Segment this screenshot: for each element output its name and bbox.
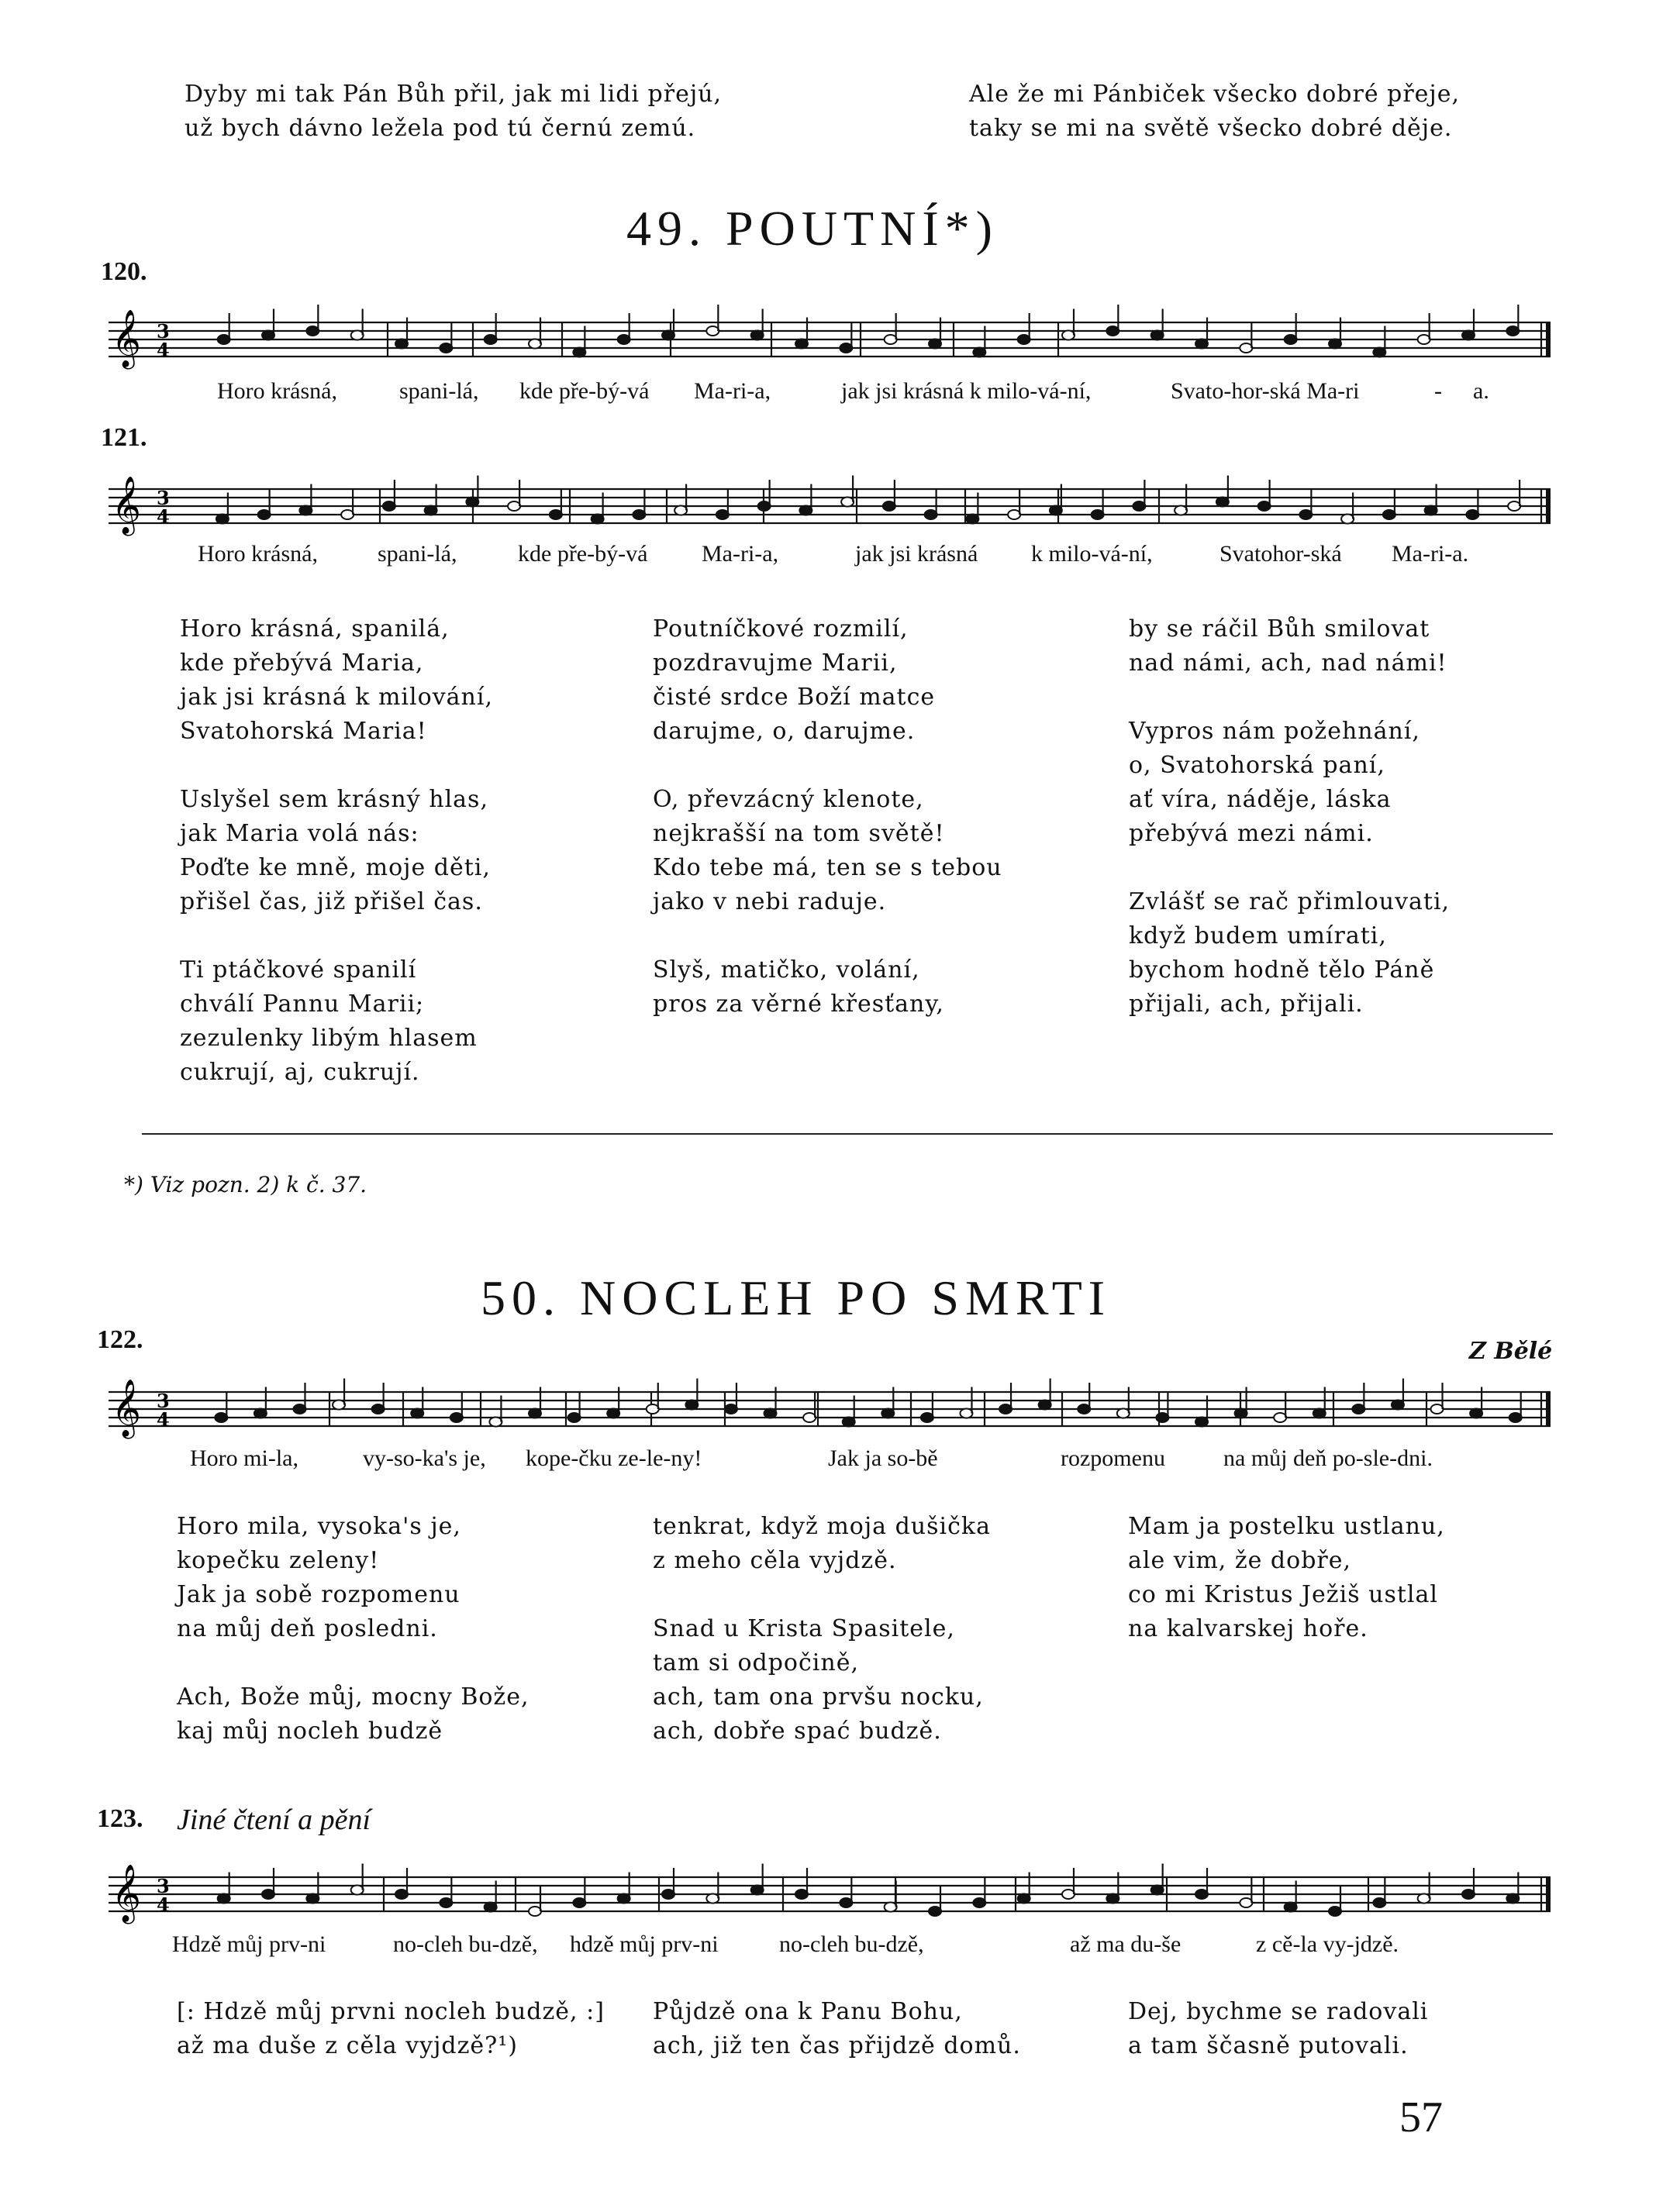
- note-head: [1352, 1404, 1364, 1414]
- note-head: [841, 498, 854, 507]
- note-head: [1062, 1890, 1075, 1899]
- note-head: [1462, 1890, 1475, 1899]
- top-verse-left: Dyby mi tak Pán Bůh přil, jak mi lidi přejú, už bych dávno ležela pod tú černú zemú.: [185, 81, 722, 142]
- lyric-syllable: kde pře-bý-vá: [518, 541, 648, 567]
- lyric-syllable: spani-lá,: [378, 541, 457, 567]
- lyric-syllable: k milo-vá-ní,: [1031, 541, 1153, 567]
- note-head: [529, 339, 541, 349]
- note-head: [885, 335, 897, 344]
- lyric-syllable: Ma-ri-a,: [694, 378, 771, 404]
- melody-120-number: 120.: [101, 257, 147, 286]
- note-head: [1156, 1413, 1168, 1422]
- time-signature-bottom: 4: [157, 1408, 170, 1431]
- note-head: [218, 335, 230, 344]
- note-head: [411, 1409, 423, 1418]
- treble-clef-icon: 𝄞: [112, 477, 141, 534]
- note-head: [395, 1890, 408, 1899]
- note-head: [466, 498, 478, 507]
- final-verses-col1: [: Hdzě můj prvni nocleh budzě, :] až ma duše z cěla vyjdzě?¹): [177, 1998, 605, 2059]
- note-head: [508, 501, 520, 511]
- note-head: [973, 1898, 985, 1907]
- note-head: [751, 1886, 764, 1895]
- top-verse-right: Ale že mi Pánbiček všecko dobré přeje, taky se mi na světě všecko dobré děje.: [969, 81, 1461, 142]
- note-head: [1062, 331, 1075, 340]
- note-head: [425, 506, 437, 515]
- note-head: [706, 326, 719, 336]
- note-head: [1470, 1409, 1482, 1418]
- note-head: [803, 1413, 816, 1422]
- note-head: [1151, 331, 1164, 340]
- lyric-syllable: Horo mi-la,: [190, 1445, 298, 1471]
- note-head: [489, 1418, 502, 1427]
- song-49-verses-col3: by se ráčil Bůh smilovat nad námi, ach, nad námi! Vypros nám požehnání, o, Svatohorská paní, ať víra, náděje, láska přebývá mezi námi. Zvlášť se rač přimlouvati, když budem umírati, bychom hodně tělo Páně přijali, ach, přijali.: [1129, 615, 1451, 1018]
- final-bar-line: [1546, 1877, 1551, 1911]
- note-head: [440, 1898, 452, 1907]
- note-head: [299, 506, 312, 515]
- lyric-syllable: a.: [1473, 378, 1489, 404]
- lyric-syllable: Ma-ri-a,: [702, 541, 779, 567]
- note-head: [843, 1418, 855, 1427]
- note-head: [1329, 1907, 1341, 1916]
- lyric-syllable: -: [1434, 378, 1442, 404]
- lyric-syllable: Ma-ri-a.: [1392, 541, 1469, 567]
- note-head: [573, 1898, 585, 1907]
- note-head: [881, 1409, 894, 1418]
- note-head: [372, 1404, 385, 1414]
- lyric-syllable: hdzě můj prv-ni: [570, 1931, 719, 1957]
- note-head: [1383, 510, 1395, 519]
- note-head: [1018, 335, 1030, 344]
- melody-123-number: 123.: [97, 1804, 143, 1833]
- note-head: [529, 1409, 541, 1418]
- lyric-syllable: kde pře-bý-vá: [519, 378, 650, 404]
- note-head: [529, 1907, 541, 1916]
- note-head: [840, 1898, 852, 1907]
- note-head: [633, 510, 645, 519]
- note-head: [706, 1894, 719, 1904]
- note-head: [262, 331, 274, 340]
- note-head: [999, 1404, 1012, 1414]
- note-head: [1506, 1894, 1519, 1904]
- lyric-syllable: Jak ja so-bě: [828, 1445, 938, 1471]
- footnote: *) Viz pozn. 2) k č. 37.: [124, 1172, 367, 1197]
- melody-121-staff: [101, 461, 1558, 546]
- lyric-syllable: Svatohor-ská: [1219, 541, 1342, 567]
- note-head: [929, 339, 941, 349]
- note-head: [1078, 1404, 1090, 1414]
- lyric-syllable: až ma du-še: [1070, 1931, 1182, 1957]
- note-head: [1418, 335, 1430, 344]
- lyric-syllable: Hdzě můj prv-ni: [172, 1931, 326, 1957]
- note-head: [751, 331, 764, 340]
- note-head: [1431, 1404, 1444, 1414]
- treble-clef-icon: 𝄞: [112, 1380, 141, 1437]
- melody-120-staff: [101, 295, 1558, 380]
- note-head: [351, 331, 364, 340]
- lyric-syllable: spani-lá,: [399, 378, 479, 404]
- note-head: [647, 1404, 659, 1414]
- final-bar-line: [1546, 322, 1551, 357]
- note-head: [716, 510, 729, 519]
- song-50-title: 50. NOCLEH PO SMRTI: [481, 1270, 1112, 1325]
- note-head: [306, 326, 319, 336]
- note-head: [960, 1409, 972, 1418]
- final-verses-col3: Dej, bychme se radovali a tam ščasně putovali.: [1128, 1998, 1429, 2059]
- melody-122-number: 122.: [97, 1325, 143, 1354]
- note-head: [921, 1413, 933, 1422]
- lyric-syllable: jak jsi krásná: [855, 541, 978, 567]
- note-head: [262, 1890, 274, 1899]
- note-head: [1425, 506, 1437, 515]
- treble-clef-icon: 𝄞: [112, 310, 141, 367]
- note-head: [293, 1404, 305, 1414]
- time-signature-bottom: 4: [157, 1893, 170, 1916]
- note-head: [1106, 326, 1119, 336]
- note-head: [215, 1413, 227, 1422]
- time-signature-bottom: 4: [157, 339, 170, 361]
- note-head: [618, 335, 630, 344]
- time-signature-top: 3: [157, 487, 170, 509]
- time-signature-top: 3: [157, 1875, 170, 1897]
- note-head: [395, 339, 408, 349]
- note-head: [1133, 501, 1145, 511]
- note-head: [485, 335, 497, 344]
- note-head: [592, 515, 604, 524]
- lyric-syllable: jak jsi krásná k milo-vá-ní,: [841, 378, 1092, 404]
- melody-121-number: 121.: [101, 423, 147, 452]
- lyric-syllable: Horo krásná,: [217, 378, 337, 404]
- note-head: [1509, 1413, 1522, 1422]
- song-49-verses-col1: Horo krásná, spanilá, kde přebývá Maria, jak jsi krásná k milování, Svatohorská Maria! Uslyšel sem krásný hlas, jak Maria volá nás: Poďte ke mně, moje děti, přišel čas, již přišel čas. Ti ptáčkové spanilí chválí Pannu Marii; zezulenky libým hlasem cukrují, aj, cukrují.: [180, 615, 493, 1086]
- song-49-verses-col2: Poutníčkové rozmilí, pozdravujme Marii, čisté srdce Boží matce darujme, o, darujme. O, převzácný klenote, nejkrašší na tom světě! Kdo tebe má, ten se s tebou jako v nebi raduje. Slyš, matičko, volání, pros za věrné křesťany,: [653, 615, 1002, 1018]
- note-head: [1018, 1894, 1030, 1904]
- note-head: [1392, 1401, 1404, 1410]
- melody-123-subtitle: Jiné čtení a pění: [177, 1804, 371, 1836]
- song-50-verses-col2: tenkrat, když moja dušička z meho cěla vyjdzě. Snad u Krista Spasitele, tam si odpočině, ach, tam ona prvšu nocku, ach, dobře spać budzě.: [653, 1513, 991, 1745]
- note-head: [607, 1409, 619, 1418]
- note-head: [485, 1903, 497, 1912]
- note-head: [1285, 335, 1297, 344]
- note-head: [1418, 1894, 1430, 1904]
- note-head: [662, 331, 674, 340]
- note-head: [1240, 1898, 1252, 1907]
- melody-122-staff: [101, 1364, 1558, 1449]
- song-50-verses-col1: Horo mila, vysoka's je, kopečku zeleny! Jak ja sobě rozpomenu na můj deň posledni. Ach, Bože můj, mocny Bože, kaj můj nocleh budzě: [177, 1513, 530, 1745]
- note-head: [795, 1890, 808, 1899]
- note-head: [1195, 1890, 1208, 1899]
- note-head: [1508, 501, 1520, 511]
- note-head: [1106, 1894, 1119, 1904]
- note-head: [1008, 510, 1020, 519]
- note-head: [1258, 501, 1271, 511]
- note-head: [799, 506, 812, 515]
- note-head: [306, 1894, 319, 1904]
- note-head: [1462, 331, 1475, 340]
- lyric-syllable: no-cleh bu-dzě,: [393, 1931, 538, 1957]
- note-head: [1341, 515, 1354, 524]
- note-head: [1506, 326, 1519, 336]
- lyric-syllable: no-cleh bu-dzě,: [779, 1931, 924, 1957]
- note-head: [351, 1886, 364, 1895]
- note-head: [254, 1409, 267, 1418]
- note-head: [764, 1409, 777, 1418]
- note-head: [1092, 510, 1104, 519]
- note-head: [383, 501, 395, 511]
- note-head: [840, 343, 852, 353]
- note-head: [685, 1401, 698, 1410]
- note-head: [1195, 339, 1208, 349]
- note-head: [1313, 1409, 1326, 1418]
- time-signature-top: 3: [157, 320, 170, 343]
- note-head: [1373, 348, 1385, 357]
- note-head: [1466, 510, 1478, 519]
- note-head: [795, 339, 808, 349]
- final-bar-line: [1546, 489, 1551, 523]
- note-head: [674, 506, 687, 515]
- note-head: [883, 501, 895, 511]
- note-head: [341, 510, 354, 519]
- note-head: [1329, 339, 1341, 349]
- note-head: [1299, 510, 1312, 519]
- note-head: [550, 510, 562, 519]
- final-bar-line: [1546, 1392, 1551, 1426]
- note-head: [662, 1890, 674, 1899]
- note-head: [216, 515, 229, 524]
- note-head: [218, 1894, 230, 1904]
- note-head: [929, 1907, 941, 1916]
- note-head: [568, 1413, 581, 1422]
- note-head: [258, 510, 271, 519]
- time-signature-bottom: 4: [157, 505, 170, 528]
- note-head: [925, 510, 937, 519]
- lyric-syllable: z cě-la vy-jdzě.: [1256, 1931, 1399, 1957]
- song-50-verses-col3: Mam ja postelku ustlanu, ale vim, že dobře, co mi Kristus Ježiš ustlal na kalvarskej hoře.: [1128, 1513, 1445, 1642]
- note-head: [573, 348, 585, 357]
- note-head: [1240, 343, 1252, 353]
- lyric-syllable: vy-so-ka's je,: [363, 1445, 486, 1471]
- time-signature-top: 3: [157, 1390, 170, 1412]
- note-head: [1235, 1409, 1247, 1418]
- note-head: [1285, 1903, 1297, 1912]
- source-location: Z Bělé: [1469, 1338, 1553, 1365]
- note-head: [1274, 1413, 1286, 1422]
- lyric-syllable: Horo krásná,: [198, 541, 318, 567]
- note-head: [440, 343, 452, 353]
- treble-clef-icon: 𝄞: [112, 1865, 141, 1922]
- note-head: [1216, 498, 1229, 507]
- lyric-syllable: Svato-hor-ská Ma-ri: [1171, 378, 1360, 404]
- lyric-syllable: kope-čku ze-le-ny!: [526, 1445, 702, 1471]
- note-head: [1373, 1898, 1385, 1907]
- note-head: [1050, 506, 1062, 515]
- note-head: [1039, 1401, 1051, 1410]
- note-head: [973, 348, 985, 357]
- final-verses-col2: Půjdzě ona k Panu Bohu, ach, již ten čas přijdzě domů.: [653, 1998, 1021, 2059]
- note-head: [885, 1903, 897, 1912]
- note-head: [333, 1401, 345, 1410]
- note-head: [618, 1894, 630, 1904]
- lyric-syllable: na můj deň po-sle-dni.: [1223, 1445, 1433, 1471]
- note-head: [1175, 506, 1187, 515]
- note-head: [1117, 1409, 1130, 1418]
- note-head: [1195, 1418, 1208, 1427]
- song-49-title: 49. POUTNÍ*): [626, 201, 999, 256]
- note-head: [450, 1413, 463, 1422]
- footnote-divider: [142, 1133, 1553, 1135]
- note-head: [758, 501, 771, 511]
- note-head: [725, 1404, 737, 1414]
- note-head: [1151, 1886, 1164, 1895]
- lyric-syllable: rozpomenu: [1061, 1445, 1165, 1471]
- note-head: [966, 515, 978, 524]
- page-number: 57: [1399, 2093, 1443, 2141]
